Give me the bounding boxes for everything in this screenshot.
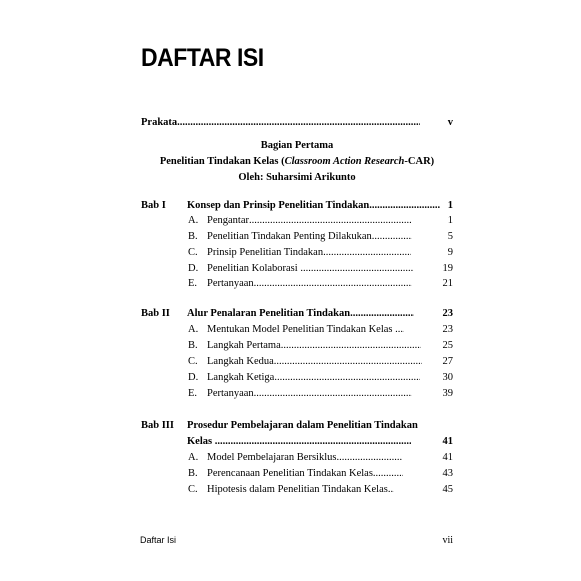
toc-item <box>207 355 422 368</box>
dot-leader <box>395 323 404 336</box>
toc-item-text: Penelitian Tindakan Penting Dilakukan <box>207 231 372 242</box>
toc-item <box>207 246 411 259</box>
dot-leader <box>281 339 421 352</box>
toc-item-text: Pengantar <box>207 215 249 226</box>
toc-item-page: 30 <box>442 372 453 383</box>
toc-item-text: Model Pembelajaran Bersiklus <box>207 452 337 463</box>
toc-item-letter: D. <box>188 372 199 383</box>
chapter-title-text: Kelas <box>187 436 213 447</box>
chapter-label: Bab III <box>141 420 174 431</box>
dot-leader <box>373 467 403 480</box>
part-subtitle-italic: Classroom Action Research <box>284 156 405 167</box>
chapter-label: Bab I <box>141 200 166 211</box>
chapter-title: Prosedur Pembelajaran dalam Penelitian Tindakan <box>187 420 418 431</box>
dot-leader <box>177 116 420 129</box>
dot-leader <box>254 387 412 400</box>
toc-entry-page: v <box>447 117 453 128</box>
part-subtitle-text: Penelitian Tindakan Kelas ( <box>159 156 285 167</box>
toc-item-page: 27 <box>442 356 453 367</box>
toc-item-page: 5 <box>447 231 453 242</box>
toc-item <box>207 483 394 496</box>
part-subtitle-suffix: -CAR) <box>404 156 435 167</box>
toc-item-text: Pertanyaan <box>207 388 254 399</box>
toc-item-text: Langkah Ketiga <box>207 372 275 383</box>
toc-item-page: 19 <box>442 263 453 274</box>
toc-item-letter: E. <box>188 278 198 289</box>
dot-leader <box>388 483 394 496</box>
toc-item-text: Prinsip Penelitian Tindakan <box>207 247 324 258</box>
toc-item <box>207 323 404 336</box>
toc-item-page: 21 <box>442 278 453 289</box>
toc-item-letter: B. <box>188 468 198 479</box>
toc-item <box>207 277 412 290</box>
toc-item-page: 9 <box>447 247 453 258</box>
toc-item <box>207 230 412 243</box>
toc-entry-prakata <box>141 116 420 129</box>
toc-item-letter: C. <box>188 484 198 495</box>
toc-item <box>207 214 411 227</box>
part-author: Oleh: Suharsimi Arikunto <box>238 172 356 183</box>
dot-leader <box>372 230 412 243</box>
toc-item-text: Hipotesis dalam Penelitian Tindakan Kelas <box>207 484 388 495</box>
toc-item-letter: C. <box>188 247 198 258</box>
toc-item-page: 39 <box>442 388 453 399</box>
chapter-title-cont <box>187 435 411 448</box>
dot-leader <box>274 355 422 368</box>
toc-item-page: 1 <box>447 215 453 226</box>
toc-item-letter: B. <box>188 231 198 242</box>
toc-item-text: Langkah Kedua <box>207 356 274 367</box>
toc-item <box>207 467 403 480</box>
chapter-title-text: Konsep dan Prinsip Penelitian Tindakan <box>187 200 370 211</box>
dot-leader <box>249 214 411 227</box>
chapter-title <box>187 199 440 212</box>
toc-item-letter: A. <box>188 324 199 335</box>
toc-item-text: Pertanyaan <box>207 278 254 289</box>
dot-leader <box>215 435 411 448</box>
toc-item-letter: A. <box>188 215 199 226</box>
toc-item <box>207 387 412 400</box>
dot-leader <box>300 262 414 275</box>
chapter-title-text: Alur Penalaran Penelitian Tindakan <box>187 308 351 319</box>
page-title: DAFTAR ISI <box>141 44 264 72</box>
footer-page-number: vii <box>442 535 453 546</box>
footer-left: Daftar Isi <box>140 535 177 545</box>
part-subtitle <box>140 155 454 168</box>
toc-item-page: 45 <box>442 484 453 495</box>
chapter-page: 1 <box>447 200 453 211</box>
toc-item <box>207 262 414 275</box>
toc-item-text: Perencanaan Penelitian Tindakan Kelas <box>207 468 373 479</box>
toc-item-letter: C. <box>188 356 198 367</box>
toc-item-page: 25 <box>442 340 453 351</box>
toc-item-text: Penelitian Kolaborasi <box>207 263 298 274</box>
toc-item-letter: B. <box>188 340 198 351</box>
chapter-label: Bab II <box>141 308 170 319</box>
chapter-title <box>187 307 414 320</box>
chapter-page: 23 <box>442 308 453 319</box>
dot-leader <box>323 246 411 259</box>
toc-entry-label: Prakata <box>141 117 178 128</box>
toc-item-letter: A. <box>188 452 199 463</box>
toc-item-letter: D. <box>188 263 199 274</box>
toc-item-text: Mentukan Model Penelitian Tindakan Kelas <box>207 324 393 335</box>
toc-item-text: Langkah Pertama <box>207 340 281 351</box>
toc-item-letter: E. <box>188 388 198 399</box>
dot-leader <box>254 277 412 290</box>
dot-leader <box>350 307 414 320</box>
toc-item <box>207 371 420 384</box>
toc-item-page: 23 <box>442 324 453 335</box>
toc-item-page: 41 <box>442 452 453 463</box>
toc-item <box>207 339 421 352</box>
dot-leader <box>336 451 402 464</box>
chapter-page: 41 <box>442 436 453 447</box>
toc-item-page: 43 <box>442 468 453 479</box>
dot-leader <box>274 371 420 384</box>
toc-item <box>207 451 402 464</box>
part-heading: Bagian Pertama <box>260 140 334 151</box>
